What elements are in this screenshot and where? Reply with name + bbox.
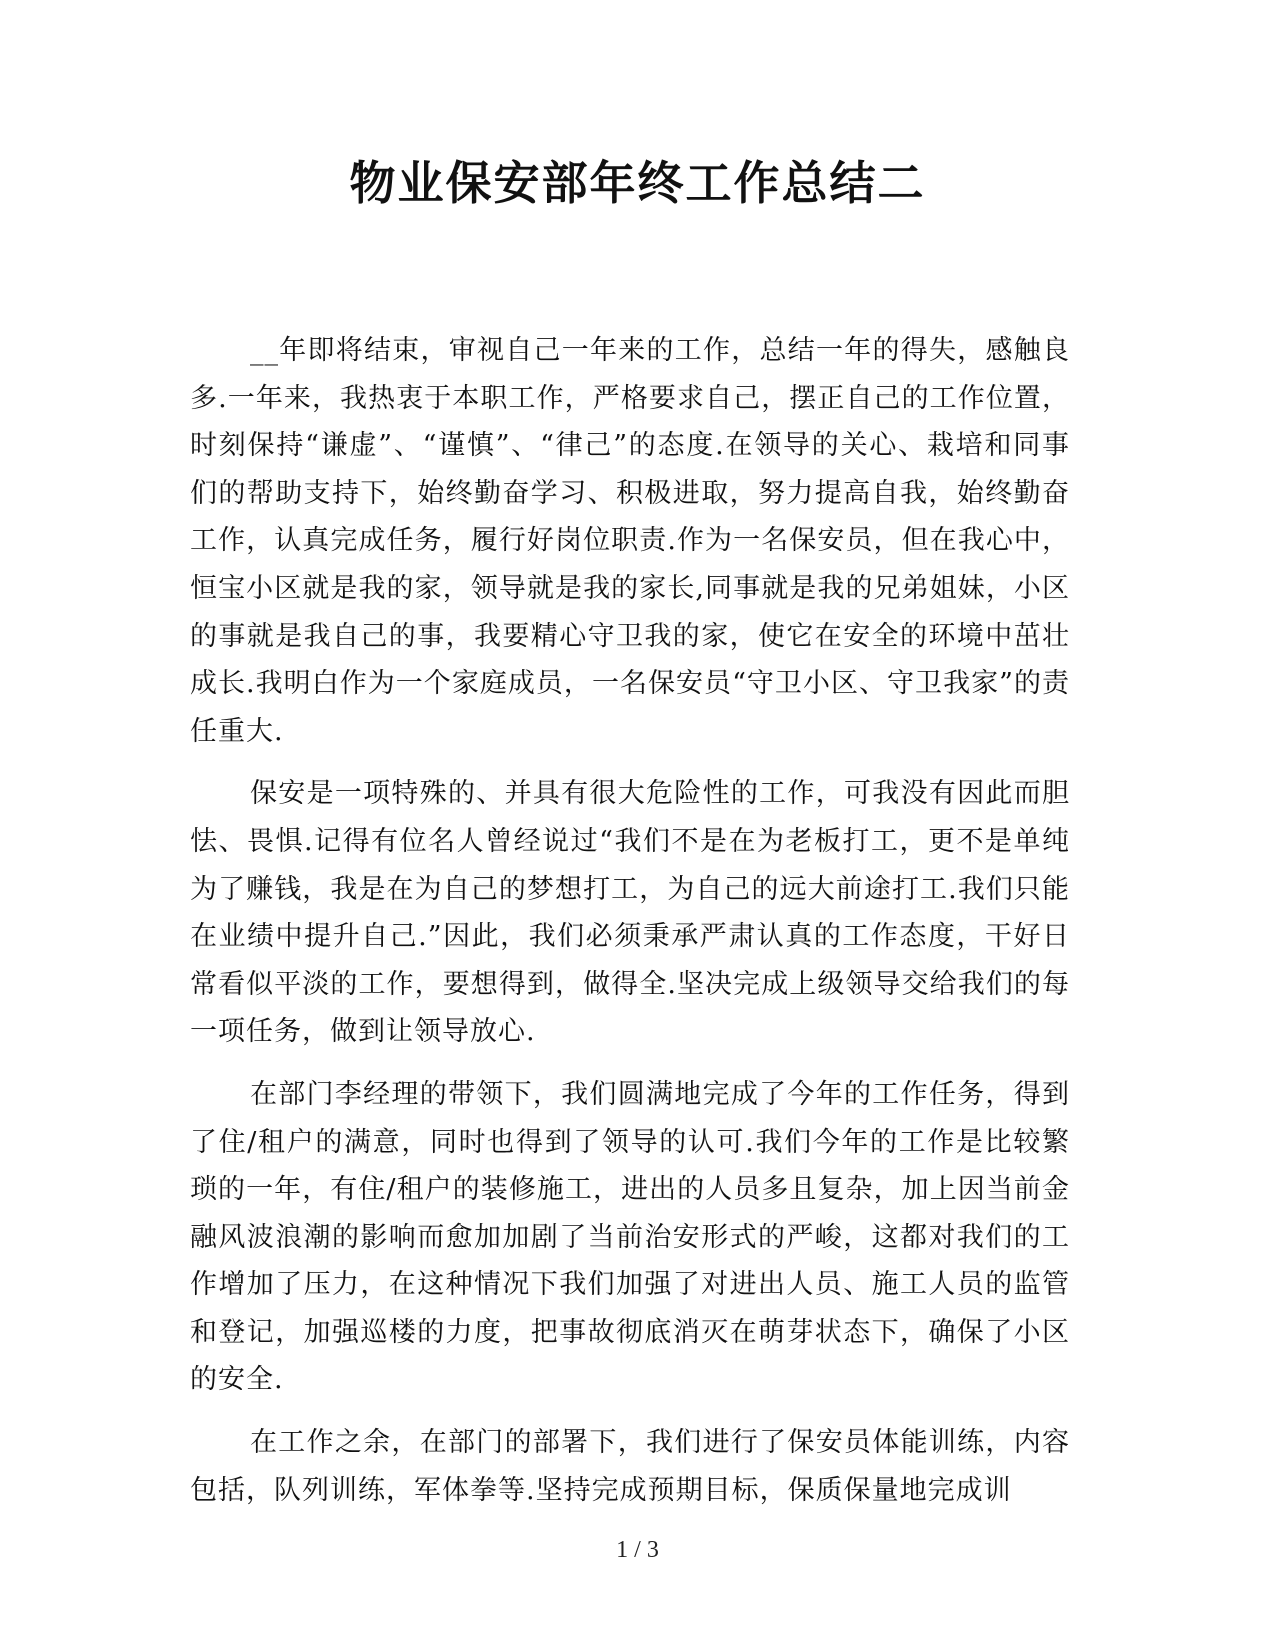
document-body — [190, 327, 1070, 1529]
paragraph-3: 在部门李经理的带领下，我们圆满地完成了今年的工作任务，得到了住/租户的满意，同时也得到了领导的认可.我们今年的工作是比较繁琐的一年，有住/租户的装修施工，进出的人员多且复杂，加上因当前金融风波浪潮的影响而愈加加剧了当前治安形式的严峻，这都对我们的工作增加了压力，在这种情况下我们加强了对进出人员、施工人员的监管和登记，加强巡楼的力度，把事故彻底消灭在萌芽状态下，确保了小区的安全. — [190, 1078, 1070, 1396]
document-title: 物业保安部年终工作总结二 — [349, 156, 926, 210]
paragraph-1: __年即将结束，审视自己一年来的工作，总结一年的得失，感触良多.一年来，我热衷于本职工作，严格要求自己，摆正自己的工作位置，时刻保持“谦虚”、“谨慎”、“律己”的态度.在领导的关心、栽培和同事们的帮助支持下，始终勤奋学习、积极进取，努力提高自我，始终勤奋工作，认真完成任务，履行好岗位职责.作为一名保安员，但在我心中，恒宝小区就是我的家，领导就是我的家长,同事就是我的兄弟姐妹，小区的事就是我自己的事，我要精心守卫我的家，使它在安全的环境中茁壮成长.我明白作为一个家庭成员，一名保安员“守卫小区、守卫我家”的责任重大. — [190, 335, 1070, 747]
paragraph-4: 在工作之余，在部门的部署下，我们进行了保安员体能训练，内容包括，队列训练，军体拳等.坚持完成预期目标，保质保量地完成训 — [190, 1427, 1070, 1506]
paragraph-2: 保安是一项特殊的、并具有很大危险性的工作，可我没有因此而胆怯、畏惧.记得有位名人曾经说过“我们不是在为老板打工，更不是单纯为了赚钱，我是在为自己的梦想打工，为自己的远大前途打工.我们只能在业绩中提升自己.”因此，我们必须秉承严肃认真的工作态度，干好日常看似平淡的工作，要想得到，做得全.坚决完成上级领导交给我们的每一项任务，做到让领导放心. — [190, 778, 1070, 1048]
page-number: 1 / 3 — [616, 1537, 659, 1563]
